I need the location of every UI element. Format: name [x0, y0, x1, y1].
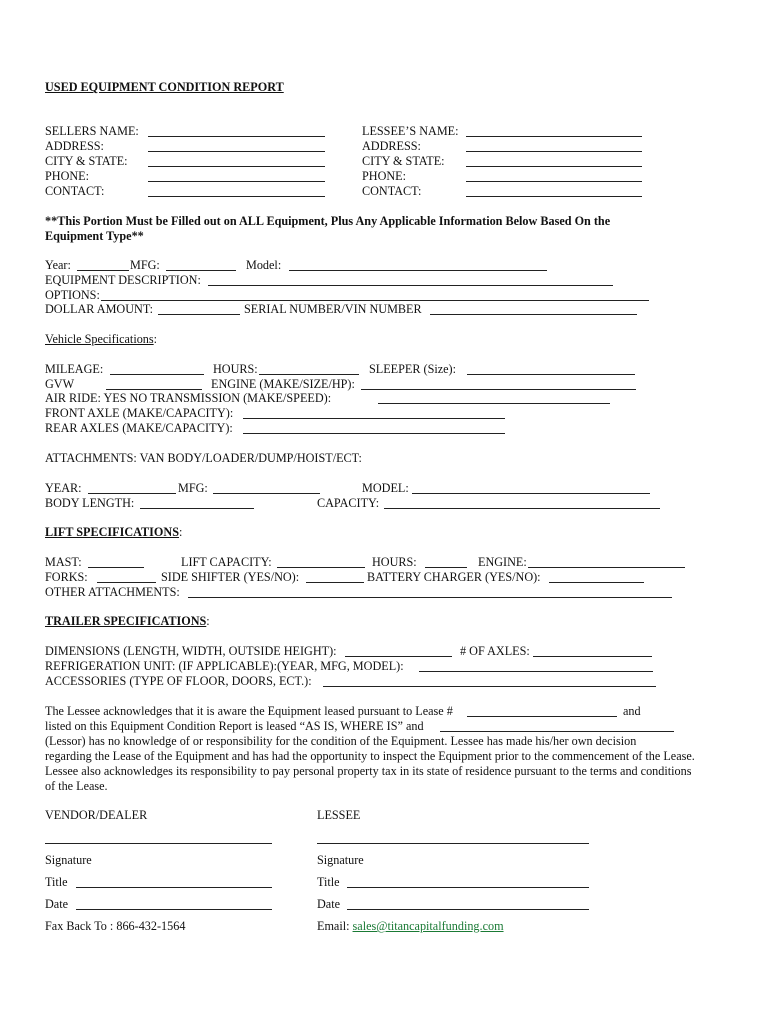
dollar-amount-label: DOLLAR AMOUNT: [45, 302, 154, 316]
acknowledgement-line-4: regarding the Lease of the Equipment and has had the opportunity to inspect the Equipment prior to the commencement of the Lease. [45, 749, 695, 763]
vendor-signature-field[interactable] [45, 843, 272, 844]
lessee-signature-label: Signature [317, 853, 364, 867]
lift-hours-label: HOURS: [372, 555, 417, 569]
trailer-specs-heading: TRAILER SPECIFICATIONS: [45, 614, 210, 628]
options-field[interactable] [101, 300, 649, 301]
body-length-label: BODY LENGTH: [45, 496, 135, 510]
attachment-mfg-label: MFG: [178, 481, 208, 495]
hours-field[interactable] [259, 374, 359, 375]
lessee-contact-label: CONTACT: [362, 184, 422, 198]
lift-specs-heading: LIFT SPECIFICATIONS: [45, 525, 183, 539]
equipment-description-field[interactable] [208, 285, 613, 286]
sleeper-field[interactable] [467, 374, 635, 375]
vendor-date-label: Date [45, 897, 69, 911]
lift-engine-label: ENGINE: [478, 555, 527, 569]
sleeper-label: SLEEPER (Size): [369, 362, 456, 376]
other-attachments-field[interactable] [188, 597, 672, 598]
air-ride-transmission-label: AIR RIDE: YES NO TRANSMISSION (MAKE/SPEED): [45, 391, 332, 405]
acknowledgement-and: and [623, 704, 641, 718]
lessee-phone-label: PHONE: [362, 169, 407, 183]
side-shifter-label: SIDE SHIFTER (YES/NO): [161, 570, 300, 584]
dollar-amount-field[interactable] [158, 314, 240, 315]
vendor-date-field[interactable] [76, 909, 272, 910]
gvw-field[interactable] [106, 389, 202, 390]
mast-field[interactable] [88, 567, 144, 568]
seller-name-label: SELLERS NAME: [45, 124, 139, 138]
front-axle-field[interactable] [243, 418, 505, 419]
lessee-name-field[interactable] [466, 136, 642, 137]
lift-capacity-label: LIFT CAPACITY: [181, 555, 272, 569]
vendor-dealer-label: VENDOR/DEALER [45, 808, 148, 822]
lessee-address-field[interactable] [466, 151, 642, 152]
accessories-field[interactable] [323, 686, 656, 687]
lessor-name-field[interactable] [440, 731, 674, 732]
page-title: USED EQUIPMENT CONDITION REPORT [45, 80, 284, 94]
rear-axles-label: REAR AXLES (MAKE/CAPACITY): [45, 421, 233, 435]
engine-label: ENGINE (MAKE/SIZE/HP): [211, 377, 355, 391]
year-field[interactable] [77, 270, 129, 271]
lessee-title-field[interactable] [347, 887, 589, 888]
lessee-signature-field[interactable] [317, 843, 589, 844]
mfg-field[interactable] [166, 270, 236, 271]
acknowledgement-line-1: The Lessee acknowledges that it is aware the Equipment leased pursuant to Lease # [45, 704, 453, 718]
forks-label: FORKS: [45, 570, 88, 584]
acknowledgement-line-3: (Lessor) has no knowledge of or responsibility for the condition of the Equipment. Lessee has made his/her own decision [45, 734, 637, 748]
seller-city-field[interactable] [148, 166, 325, 167]
attachment-model-field[interactable] [412, 493, 650, 494]
lessee-phone-field[interactable] [466, 181, 642, 182]
hours-label: HOURS: [213, 362, 258, 376]
refrigeration-field[interactable] [419, 671, 653, 672]
mileage-label: MILEAGE: [45, 362, 104, 376]
fax-number: Fax Back To : 866-432-1564 [45, 919, 186, 933]
seller-phone-field[interactable] [148, 181, 325, 182]
battery-charger-field[interactable] [549, 582, 644, 583]
seller-address-field[interactable] [148, 151, 325, 152]
notice-line-1: **This Portion Must be Filled out on ALL Equipment, Plus Any Applicable Information Below Based On the [45, 214, 611, 228]
notice-line-2: Equipment Type** [45, 229, 144, 243]
serial-number-field[interactable] [430, 314, 637, 315]
lease-number-field[interactable] [467, 716, 617, 717]
lessee-date-label: Date [317, 897, 341, 911]
serial-number-label: SERIAL NUMBER/VIN NUMBER [244, 302, 422, 316]
gvw-label: GVW [45, 377, 75, 391]
mfg-label: MFG: [130, 258, 160, 272]
lessee-signature-heading: LESSEE [317, 808, 361, 822]
vendor-title-field[interactable] [76, 887, 272, 888]
lessee-date-field[interactable] [347, 909, 589, 910]
attachment-year-label: YEAR: [45, 481, 82, 495]
capacity-field[interactable] [384, 508, 660, 509]
attachment-model-label: MODEL: [362, 481, 409, 495]
equipment-description-label: EQUIPMENT DESCRIPTION: [45, 273, 201, 287]
lift-hours-field[interactable] [425, 567, 467, 568]
model-label: Model: [246, 258, 282, 272]
other-attachments-label: OTHER ATTACHMENTS: [45, 585, 180, 599]
acknowledgement-line-6: of the Lease. [45, 779, 108, 793]
refrigeration-label: REFRIGERATION UNIT: (IF APPLICABLE):(YEAR, MFG, MODEL): [45, 659, 404, 673]
forks-field[interactable] [97, 582, 156, 583]
lift-capacity-field[interactable] [277, 567, 365, 568]
year-label: Year: [45, 258, 71, 272]
lessee-contact-field[interactable] [466, 196, 642, 197]
seller-contact-label: CONTACT: [45, 184, 105, 198]
engine-field[interactable] [361, 389, 636, 390]
seller-city-label: CITY & STATE: [45, 154, 128, 168]
vendor-title-label: Title [45, 875, 68, 889]
lessee-city-field[interactable] [466, 166, 642, 167]
email-label: Email: [317, 919, 353, 933]
attachment-year-field[interactable] [88, 493, 176, 494]
mast-label: MAST: [45, 555, 82, 569]
rear-axles-field[interactable] [243, 433, 505, 434]
accessories-label: ACCESSORIES (TYPE OF FLOOR, DOORS, ECT.): [45, 674, 312, 688]
attachments-heading: ATTACHMENTS: VAN BODY/LOADER/DUMP/HOIST/ECT: [45, 451, 362, 465]
side-shifter-field[interactable] [306, 582, 364, 583]
capacity-label: CAPACITY: [317, 496, 380, 510]
transmission-field[interactable] [378, 403, 610, 404]
lift-engine-field[interactable] [528, 567, 685, 568]
acknowledgement-line-2: listed on this Equipment Condition Report is leased “AS IS, WHERE IS” and [45, 719, 424, 733]
lessee-title-label: Title [317, 875, 340, 889]
front-axle-label: FRONT AXLE (MAKE/CAPACITY): [45, 406, 234, 420]
email-link[interactable]: sales@titancapitalfunding.com [352, 919, 504, 933]
battery-charger-label: BATTERY CHARGER (YES/NO): [367, 570, 541, 584]
model-field[interactable] [289, 270, 547, 271]
acknowledgement-line-5: Lessee also acknowledges its responsibility to pay personal property tax in its state of residence pursuant to the terms and conditions [45, 764, 692, 778]
dimensions-label: DIMENSIONS (LENGTH, WIDTH, OUTSIDE HEIGHT): [45, 644, 337, 658]
email-line [317, 919, 504, 933]
lessee-city-label: CITY & STATE: [362, 154, 445, 168]
mileage-field[interactable] [110, 374, 204, 375]
lessee-name-label: LESSEE’S NAME: [362, 124, 459, 138]
vehicle-specs-heading: Vehicle Specifications: [45, 332, 158, 346]
lessee-address-label: ADDRESS: [362, 139, 421, 153]
vendor-signature-label: Signature [45, 853, 92, 867]
axles-field[interactable] [533, 656, 652, 657]
dimensions-field[interactable] [345, 656, 452, 657]
axles-label: # OF AXLES: [460, 644, 530, 658]
options-label: OPTIONS: [45, 288, 100, 302]
seller-contact-field[interactable] [148, 196, 325, 197]
attachment-mfg-field[interactable] [213, 493, 320, 494]
seller-address-label: ADDRESS: [45, 139, 104, 153]
seller-phone-label: PHONE: [45, 169, 90, 183]
body-length-field[interactable] [140, 508, 254, 509]
seller-name-field[interactable] [148, 136, 325, 137]
